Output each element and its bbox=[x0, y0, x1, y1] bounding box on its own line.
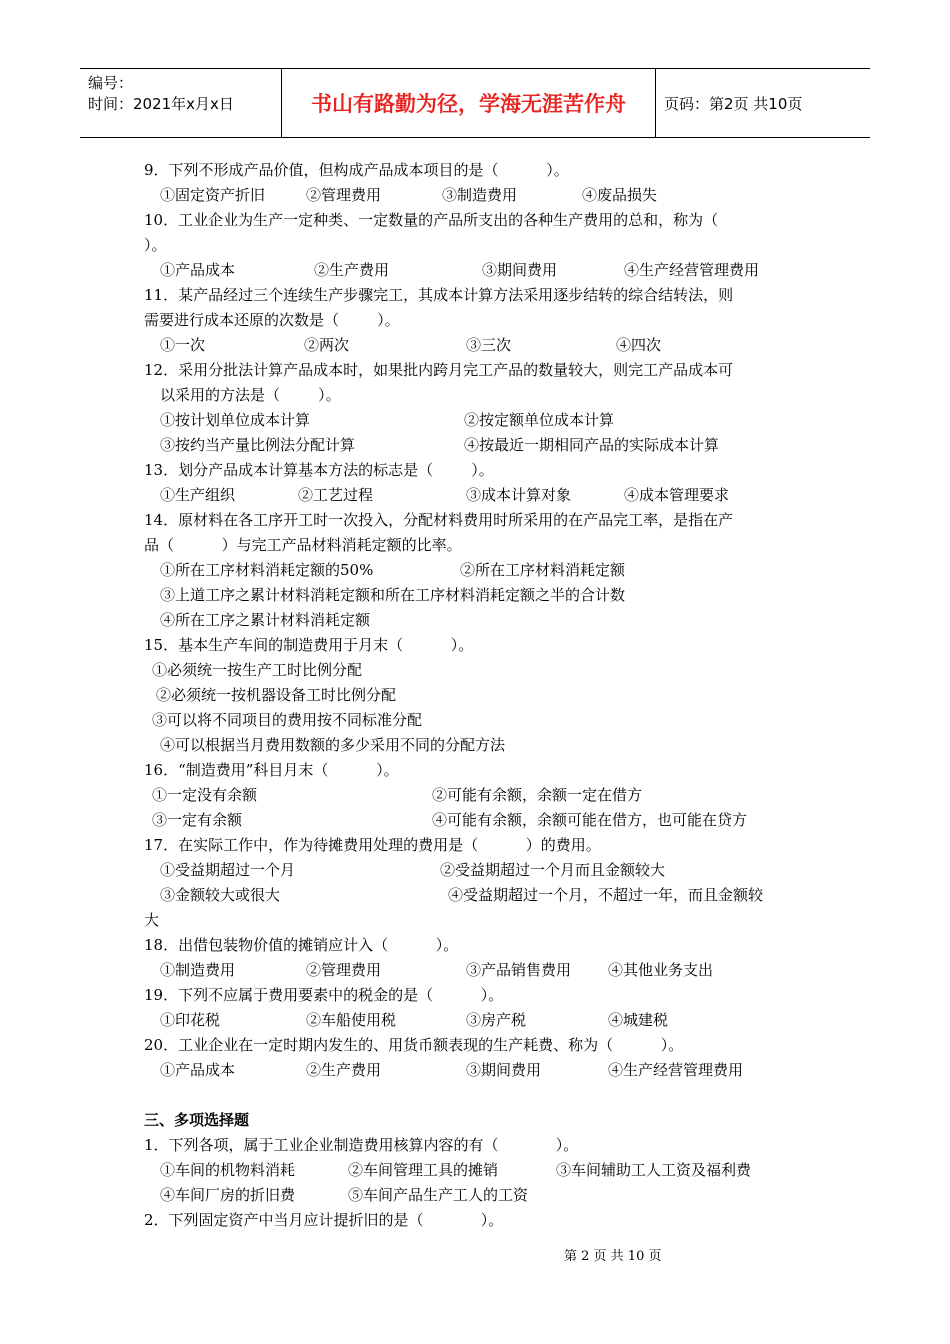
header-meta bbox=[80, 69, 282, 137]
option: ③可以将不同项目的费用按不同标准分配 bbox=[152, 711, 423, 729]
option: ③期间费用 bbox=[466, 1061, 542, 1079]
footer-page-number: 第 2 页 共 10 页 bbox=[564, 1249, 662, 1264]
option: ①受益期超过一个月 bbox=[160, 861, 296, 879]
question-list bbox=[144, 158, 814, 1233]
time-label: 时间：2021年x月x日 bbox=[88, 95, 234, 113]
question-11: 11．某产品经过三个连续生产步骤完工，其成本计算方法采用逐步结转的综合结转法，则 bbox=[144, 286, 734, 304]
option: ④按最近一期相同产品的实际成本计算 bbox=[464, 436, 720, 454]
option: ④成本管理要求 bbox=[624, 486, 730, 504]
option: ④城建税 bbox=[608, 1011, 669, 1029]
option: ④生产经营管理费用 bbox=[608, 1061, 744, 1079]
question-20: 20．工业企业在一定时期内发生的、用货币额表现的生产耗费、称为（ ）。 bbox=[144, 1036, 684, 1054]
option: ②车间管理工具的摊销 bbox=[348, 1161, 499, 1179]
multi-options-1b bbox=[144, 1183, 814, 1208]
question-12-cont: 以采用的方法是（ ）。 bbox=[160, 386, 341, 404]
options-12b bbox=[144, 433, 814, 458]
options-9 bbox=[144, 183, 814, 208]
question-12: 12．采用分批法计算产品成本时，如果批内跨月完工产品的数量较大，则完工产品成本可 bbox=[144, 361, 734, 379]
option: ①产品成本 bbox=[160, 1061, 236, 1079]
multi-question-2: 2．下列固定资产中当月应计提折旧的是（ ）。 bbox=[144, 1211, 504, 1229]
option: ④废品损失 bbox=[582, 186, 658, 204]
option: ①制造费用 bbox=[160, 961, 236, 979]
question-13: 13．划分产品成本计算基本方法的标志是（ ）。 bbox=[144, 461, 494, 479]
option: ②受益期超过一个月而且金额较大 bbox=[440, 861, 666, 879]
options-20 bbox=[144, 1058, 814, 1083]
option: ③按约当产量比例法分配计算 bbox=[160, 436, 356, 454]
spacer bbox=[144, 1083, 814, 1108]
option: ②必须统一按机器设备工时比例分配 bbox=[156, 686, 397, 704]
option: ④可以根据当月费用数额的多少采用不同的分配方法 bbox=[160, 736, 506, 754]
option: ①固定资产折旧 bbox=[160, 186, 266, 204]
options-11 bbox=[144, 333, 814, 358]
header-motto: 书山有路勤为径，学海无涯苦作舟 bbox=[282, 69, 656, 137]
option: ③期间费用 bbox=[482, 261, 558, 279]
question-19: 19．下列不应属于费用要素中的税金的是（ ）。 bbox=[144, 986, 504, 1004]
option: ②车船使用税 bbox=[306, 1011, 397, 1029]
option: ③金额较大或很大 bbox=[160, 886, 281, 904]
option: ①生产组织 bbox=[160, 486, 236, 504]
option: ④可能有余额，余额可能在借方，也可能在贷方 bbox=[432, 811, 748, 829]
option: ③上道工序之累计材料消耗定额和所在工序材料消耗定额之半的合计数 bbox=[160, 586, 626, 604]
options-16a bbox=[144, 783, 814, 808]
option: ①一定没有余额 bbox=[152, 786, 258, 804]
option: ①车间的机物料消耗 bbox=[160, 1161, 296, 1179]
question-10: 10．工业企业为生产一定种类、一定数量的产品所支出的各种生产费用的总和，称为（ bbox=[144, 211, 719, 229]
option-17-cont: 大 bbox=[144, 911, 160, 929]
option: ③车间辅助工人工资及福利费 bbox=[556, 1161, 752, 1179]
option: ④生产经营管理费用 bbox=[624, 261, 760, 279]
multi-options-1a bbox=[144, 1158, 814, 1183]
option: ①按计划单位成本计算 bbox=[160, 411, 311, 429]
section-title: 三、多项选择题 bbox=[144, 1111, 250, 1129]
option: ③成本计算对象 bbox=[466, 486, 572, 504]
option: ③产品销售费用 bbox=[466, 961, 572, 979]
options-19 bbox=[144, 1008, 814, 1033]
question-18: 18．出借包装物价值的摊销应计入（ ）。 bbox=[144, 936, 459, 954]
option: ①产品成本 bbox=[160, 261, 236, 279]
option: ①所在工序材料消耗定额的50% bbox=[160, 561, 374, 579]
options-12a bbox=[144, 408, 814, 433]
options-13 bbox=[144, 483, 814, 508]
question-14: 14．原材料在各工序开工时一次投入，分配材料费用时所采用的在产品完工率，是指在产 bbox=[144, 511, 734, 529]
option: ④其他业务支出 bbox=[608, 961, 714, 979]
option: ④所在工序之累计材料消耗定额 bbox=[160, 611, 371, 629]
options-16b bbox=[144, 808, 814, 833]
option: ④受益期超过一个月，不超过一年，而且金额较 bbox=[448, 886, 764, 904]
options-17a bbox=[144, 858, 814, 883]
option: ②可能有余额，余额一定在借方 bbox=[432, 786, 643, 804]
option: ②生产费用 bbox=[314, 261, 390, 279]
option: ②按定额单位成本计算 bbox=[464, 411, 615, 429]
option: ③三次 bbox=[466, 336, 512, 354]
option: ⑤车间产品生产工人的工资 bbox=[348, 1186, 529, 1204]
number-label: 编号： bbox=[88, 74, 134, 92]
question-17: 17．在实际工作中，作为待摊费用处理的费用是（ ）的费用。 bbox=[144, 836, 601, 854]
options-18 bbox=[144, 958, 814, 983]
option: ①印花税 bbox=[160, 1011, 221, 1029]
option: ②管理费用 bbox=[306, 186, 382, 204]
option: ③一定有余额 bbox=[152, 811, 243, 829]
options-14a bbox=[144, 558, 814, 583]
option: ②两次 bbox=[304, 336, 350, 354]
option: ④车间厂房的折旧费 bbox=[160, 1186, 296, 1204]
multi-question-1: 1．下列各项，属于工业企业制造费用核算内容的有（ ）。 bbox=[144, 1136, 579, 1154]
option: ④四次 bbox=[616, 336, 662, 354]
option: ②工艺过程 bbox=[298, 486, 374, 504]
question-15: 15．基本生产车间的制造费用于月末（ ）。 bbox=[144, 636, 474, 654]
header-page-info: 页码：第2页 共10页 bbox=[664, 94, 803, 113]
option: ②管理费用 bbox=[306, 961, 382, 979]
option: ①一次 bbox=[160, 336, 206, 354]
page-header bbox=[80, 68, 870, 138]
question-14-cont: 品（ ）与完工产品材料消耗定额的比率。 bbox=[144, 536, 462, 554]
option: ①必须统一按生产工时比例分配 bbox=[152, 661, 363, 679]
options-10 bbox=[144, 258, 814, 283]
question-11-cont: 需要进行成本还原的次数是（ ）。 bbox=[144, 311, 400, 329]
question-16: 16．“制造费用”科目月末（ ）。 bbox=[144, 761, 399, 779]
option: ②生产费用 bbox=[306, 1061, 382, 1079]
question-9: 9．下列不形成产品价值，但构成产品成本项目的是（ ）。 bbox=[144, 161, 569, 179]
option: ③制造费用 bbox=[442, 186, 518, 204]
option: ③房产税 bbox=[466, 1011, 527, 1029]
options-17b bbox=[144, 883, 814, 908]
option: ②所在工序材料消耗定额 bbox=[460, 561, 626, 579]
question-10-cont: ）。 bbox=[144, 236, 167, 254]
